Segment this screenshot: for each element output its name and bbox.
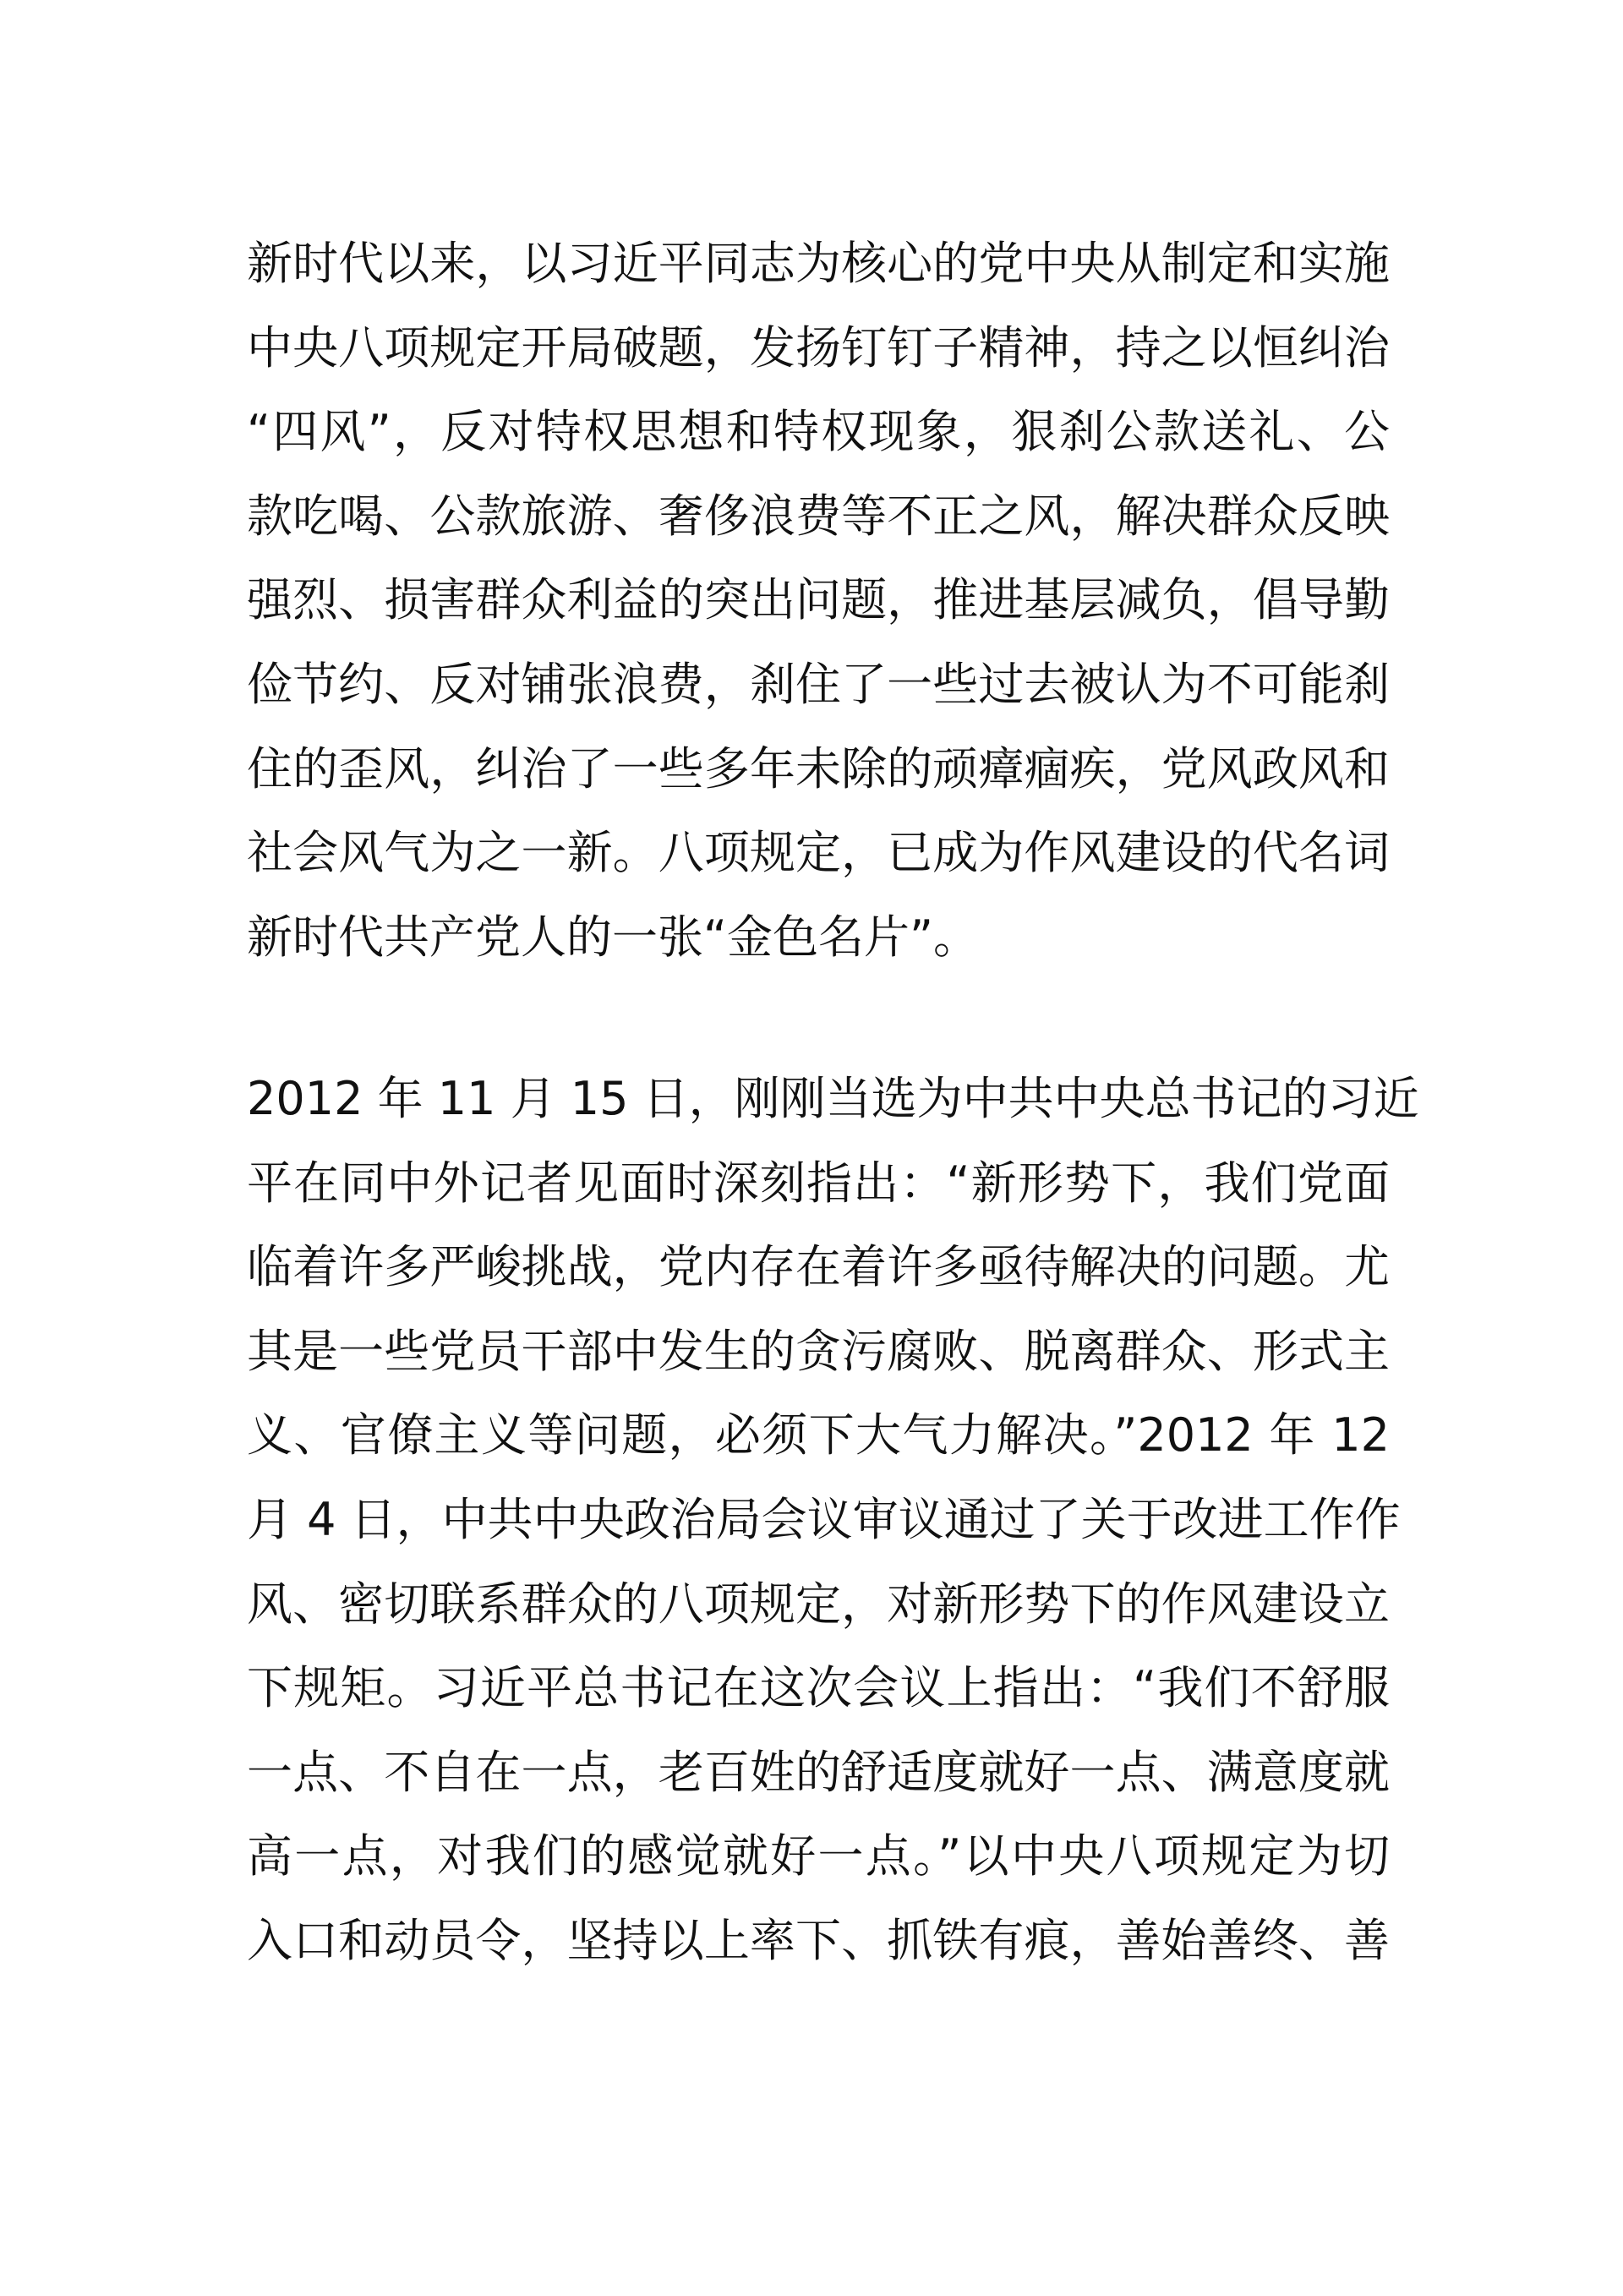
paragraph-line: 一点、不自在一点，老百姓的舒适度就好一点、满意度就 [247, 1745, 1390, 1799]
paragraph-line: 临着许多严峻挑战，党内存在着许多亟待解决的问题。尤 [247, 1240, 1390, 1294]
paragraph-line: 义、官僚主义等问题，必须下大气力解决。”2012 年 12 [247, 1408, 1390, 1462]
paragraph-line: 其是一些党员干部中发生的贪污腐败、脱离群众、形式主 [247, 1324, 1390, 1378]
paragraph-line: 社会风气为之一新。八项规定，已成为作风建设的代名词 [247, 826, 1390, 880]
paragraph-line: 俭节约、反对铺张浪费，刹住了一些过去被认为不可能刹 [247, 657, 1390, 711]
paragraph-line: 2012 年 11 月 15 日，刚刚当选为中共中央总书记的习近 [247, 1072, 1419, 1125]
paragraph-line: 平在同中外记者见面时深刻指出：“新形势下，我们党面 [247, 1156, 1390, 1210]
paragraph-line: 新时代共产党人的一张“金色名片”。 [247, 910, 979, 964]
paragraph-line: 款吃喝、公款旅游、奢侈浪费等不正之风，解决群众反映 [247, 489, 1390, 543]
paragraph-line: “四风”，反对特权思想和特权现象，狠刹公款送礼、公 [247, 405, 1390, 459]
paragraph-line: 新时代以来，以习近平同志为核心的党中央从制定和实施 [247, 237, 1390, 290]
paragraph-line: 下规矩。习近平总书记在这次会议上指出：“我们不舒服 [247, 1661, 1390, 1715]
paragraph-line: 月 4 日，中共中央政治局会议审议通过了关于改进工作作 [247, 1492, 1401, 1546]
paragraph-line: 住的歪风，纠治了一些多年未除的顽瘴痼疾，党风政风和 [247, 741, 1390, 795]
paragraph-line: 风、密切联系群众的八项规定，对新形势下的作风建设立 [247, 1577, 1390, 1631]
paragraph-2 [247, 1057, 1419, 1983]
paragraph-line: 中央八项规定开局破题，发扬钉钉子精神，持之以恒纠治 [247, 320, 1390, 374]
paragraph-line: 高一点，对我们的感觉就好一点。”以中央八项规定为切 [247, 1829, 1390, 1883]
paragraph-line: 强烈、损害群众利益的突出问题，推进基层减负，倡导勤 [247, 573, 1390, 627]
paragraph-line: 入口和动员令，坚持以上率下、抓铁有痕，善始善终、善 [247, 1913, 1390, 1967]
paragraph-1 [247, 221, 1390, 979]
